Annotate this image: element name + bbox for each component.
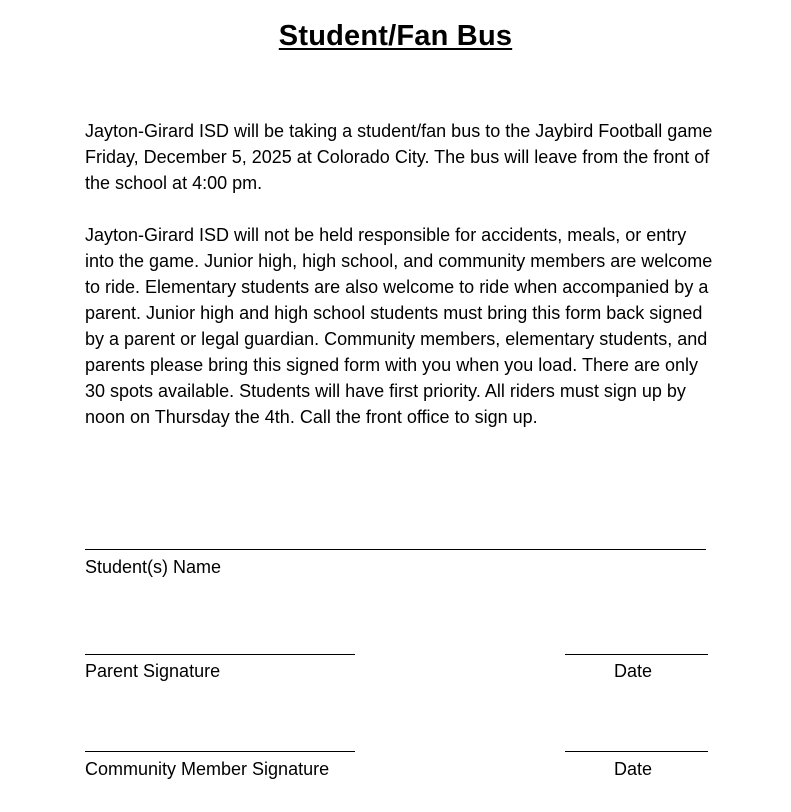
policy-paragraph: Jayton-Girard ISD will not be held responsible for accidents, meals, or entry into the game. Junior high, high school, and community members are welcome to ride. Elementary students are also welcome to ride when accompanied by a parent. Junior high and high school students must bring this form back signed by a parent or legal guardian. Community members, elementary students, and parents please bring this signed form with you when you load. There are only 30 spots available. Students will have first priority. All riders must sign up by noon on Thursday the 4th. Call the front office to sign up. (85, 225, 713, 427)
parent-signature-line[interactable] (85, 654, 355, 655)
parent-date-label: Date (614, 661, 653, 681)
community-signature-label: Community Member Signature (85, 759, 330, 779)
community-date-line[interactable] (565, 751, 708, 752)
student-name-line[interactable] (85, 549, 706, 550)
parent-date-line[interactable] (565, 654, 708, 655)
community-date-label: Date (614, 759, 653, 779)
page-title: Student/Fan Bus (278, 20, 513, 52)
community-signature-line[interactable] (85, 751, 355, 752)
parent-signature-label: Parent Signature (85, 661, 221, 681)
student-name-label: Student(s) Name (85, 557, 222, 577)
intro-paragraph: Jayton-Girard ISD will be taking a student/fan bus to the Jaybird Football game Friday, December 5, 2025 at Colorado City. The bus will leave from the front of the school at 4:00 pm. (85, 121, 713, 193)
